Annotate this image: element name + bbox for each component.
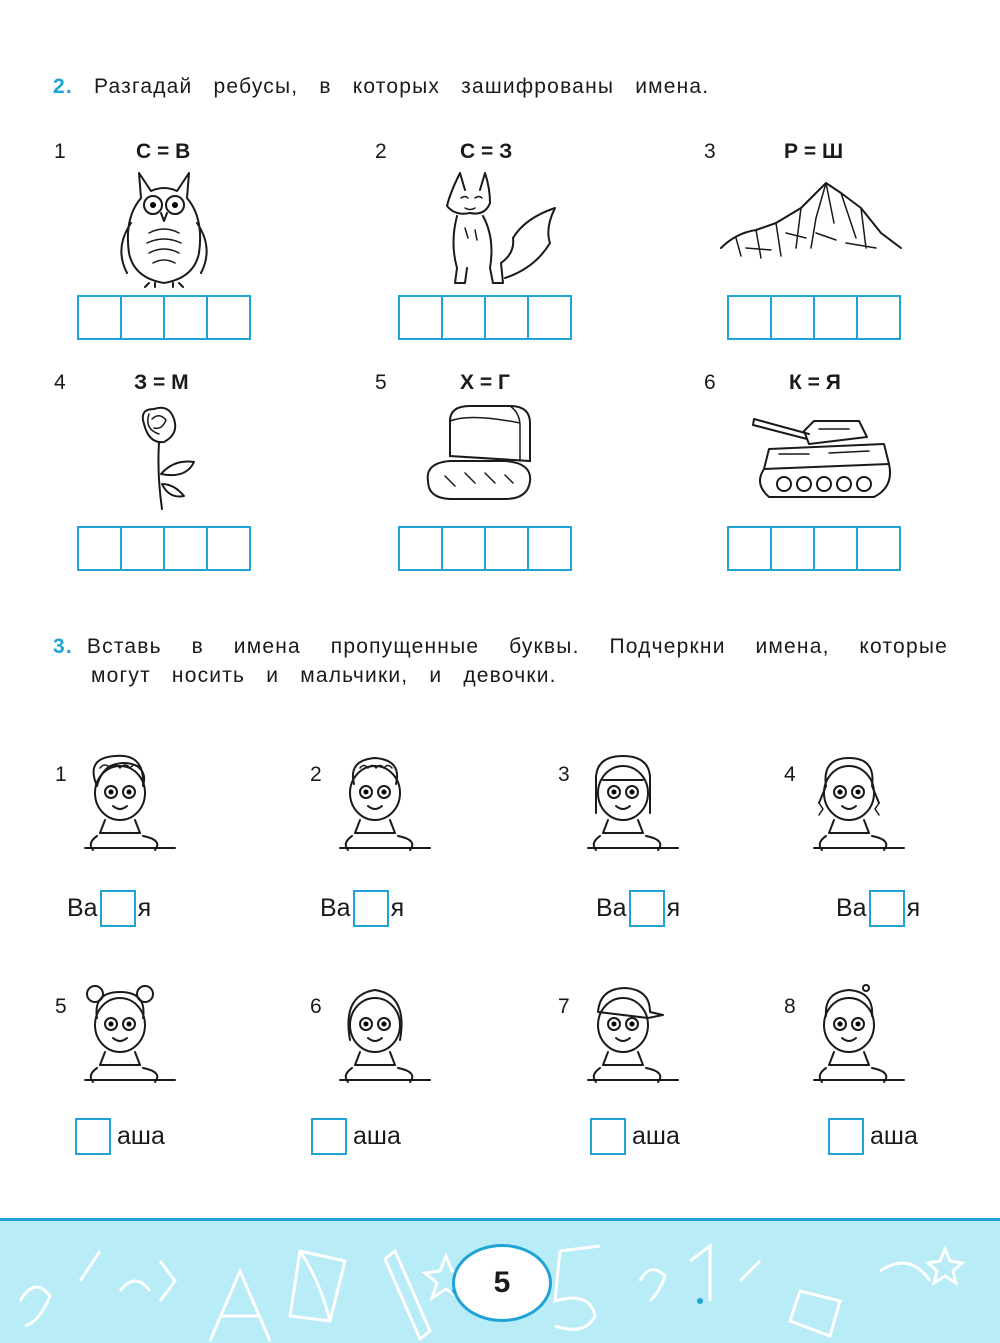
child-card-2 (310, 758, 510, 868)
name-with-gap-7 (588, 1118, 680, 1155)
letter-box[interactable] (163, 526, 208, 571)
answer-boxes[interactable] (727, 295, 899, 340)
child-number: 6 (310, 995, 322, 1018)
missing-letter-box[interactable] (75, 1118, 111, 1155)
missing-letter-box[interactable] (311, 1118, 347, 1155)
name-suffix: аша (632, 1122, 680, 1150)
rose-icon (124, 404, 209, 514)
answer-boxes[interactable] (398, 526, 570, 571)
child-card-4 (784, 758, 984, 868)
name-suffix: аша (353, 1122, 401, 1150)
child-card-8 (784, 990, 984, 1100)
letter-box[interactable] (206, 295, 251, 340)
name-suffix: аша (117, 1122, 165, 1150)
name-with-gap-4 (836, 890, 920, 927)
child-card-3 (558, 758, 758, 868)
task-3-number: 3. (53, 635, 73, 658)
name-with-gap-2 (320, 890, 404, 927)
rebus-rule: С = З (460, 140, 513, 163)
rebus-number: 4 (54, 371, 66, 394)
child-card-1 (55, 758, 255, 868)
letter-box[interactable] (813, 295, 858, 340)
rebus-number: 2 (375, 140, 387, 163)
name-with-gap-5 (73, 1118, 165, 1155)
child-number: 2 (310, 763, 322, 786)
fox-icon (435, 168, 560, 288)
name-suffix: я (666, 894, 681, 922)
rebus-2 (375, 138, 595, 348)
name-with-gap-3 (596, 890, 680, 927)
answer-boxes[interactable] (77, 295, 249, 340)
name-prefix: Ва (836, 894, 867, 922)
letter-box[interactable] (770, 295, 815, 340)
child-portrait-icon (75, 748, 185, 863)
task-3-text-1: Вставь в имена пропущенные буквы. Подчеркни имена, которые (86, 635, 948, 658)
child-number: 1 (55, 763, 67, 786)
name-prefix: Ва (596, 894, 627, 922)
answer-boxes[interactable] (727, 526, 899, 571)
child-number: 5 (55, 995, 67, 1018)
page-number: 5 (452, 1244, 552, 1322)
rebus-rule: С = В (136, 140, 191, 163)
missing-letter-box[interactable] (353, 890, 389, 927)
child-card-7 (558, 990, 758, 1100)
rebus-number: 6 (704, 371, 716, 394)
rebus-number: 1 (54, 140, 66, 163)
rebus-rule: К = Я (789, 371, 841, 394)
letter-box[interactable] (727, 295, 772, 340)
owl-icon (109, 163, 219, 288)
rebus-4 (54, 369, 274, 579)
missing-letter-box[interactable] (100, 890, 136, 927)
child-number: 4 (784, 763, 796, 786)
task-3-heading (53, 632, 948, 690)
child-portrait-icon (578, 748, 688, 863)
name-suffix: я (137, 894, 152, 922)
letter-box[interactable] (441, 526, 486, 571)
child-card-6 (310, 990, 510, 1100)
letter-box[interactable] (398, 526, 443, 571)
name-suffix: аша (870, 1122, 918, 1150)
letter-box[interactable] (206, 526, 251, 571)
rebus-rule: Р = Ш (784, 140, 844, 163)
tank-icon (749, 409, 899, 504)
letter-box[interactable] (770, 526, 815, 571)
letter-box[interactable] (484, 295, 529, 340)
name-prefix: Ва (320, 894, 351, 922)
letter-box[interactable] (77, 295, 122, 340)
bread-icon (420, 401, 540, 506)
missing-letter-box[interactable] (590, 1118, 626, 1155)
missing-letter-box[interactable] (869, 890, 905, 927)
task-2-heading (53, 72, 709, 101)
letter-box[interactable] (527, 526, 572, 571)
task-2-text: Разгадай ребусы, в которых зашифрованы имена. (93, 75, 710, 98)
name-prefix: Ва (67, 894, 98, 922)
rebus-5 (375, 369, 595, 579)
name-suffix: я (906, 894, 921, 922)
letter-box[interactable] (856, 295, 901, 340)
task-3-line-1 (53, 632, 948, 661)
letter-box[interactable] (120, 295, 165, 340)
child-number: 7 (558, 995, 570, 1018)
child-number: 3 (558, 763, 570, 786)
rebus-rule: Х = Г (460, 371, 510, 394)
rebus-number: 3 (704, 140, 716, 163)
mountain-icon (716, 178, 906, 268)
rebus-6 (704, 369, 934, 579)
letter-box[interactable] (77, 526, 122, 571)
rebus-3 (704, 138, 934, 348)
answer-boxes[interactable] (398, 295, 570, 340)
letter-box[interactable] (163, 295, 208, 340)
answer-boxes[interactable] (77, 526, 249, 571)
letter-box[interactable] (527, 295, 572, 340)
child-portrait-icon (330, 980, 440, 1095)
child-portrait-icon (330, 748, 440, 863)
missing-letter-box[interactable] (629, 890, 665, 927)
letter-box[interactable] (484, 526, 529, 571)
rebus-1 (54, 138, 274, 348)
name-with-gap-6 (309, 1118, 401, 1155)
child-portrait-icon (578, 980, 688, 1095)
letter-box[interactable] (856, 526, 901, 571)
letter-box[interactable] (120, 526, 165, 571)
child-portrait-icon (804, 980, 914, 1095)
letter-box[interactable] (727, 526, 772, 571)
letter-box[interactable] (398, 295, 443, 340)
child-portrait-icon (75, 980, 185, 1095)
name-with-gap-8 (826, 1118, 918, 1155)
letter-box[interactable] (813, 526, 858, 571)
rebus-number: 5 (375, 371, 387, 394)
letter-box[interactable] (441, 295, 486, 340)
rebus-rule: З = М (134, 371, 189, 394)
child-portrait-icon (804, 748, 914, 863)
task-2-number: 2. (53, 75, 73, 98)
task-3-text-2: могут носить и мальчики, и девочки. (91, 664, 557, 687)
name-with-gap-1 (67, 890, 151, 927)
child-card-5 (55, 990, 255, 1100)
child-number: 8 (784, 995, 796, 1018)
missing-letter-box[interactable] (828, 1118, 864, 1155)
name-suffix: я (390, 894, 405, 922)
